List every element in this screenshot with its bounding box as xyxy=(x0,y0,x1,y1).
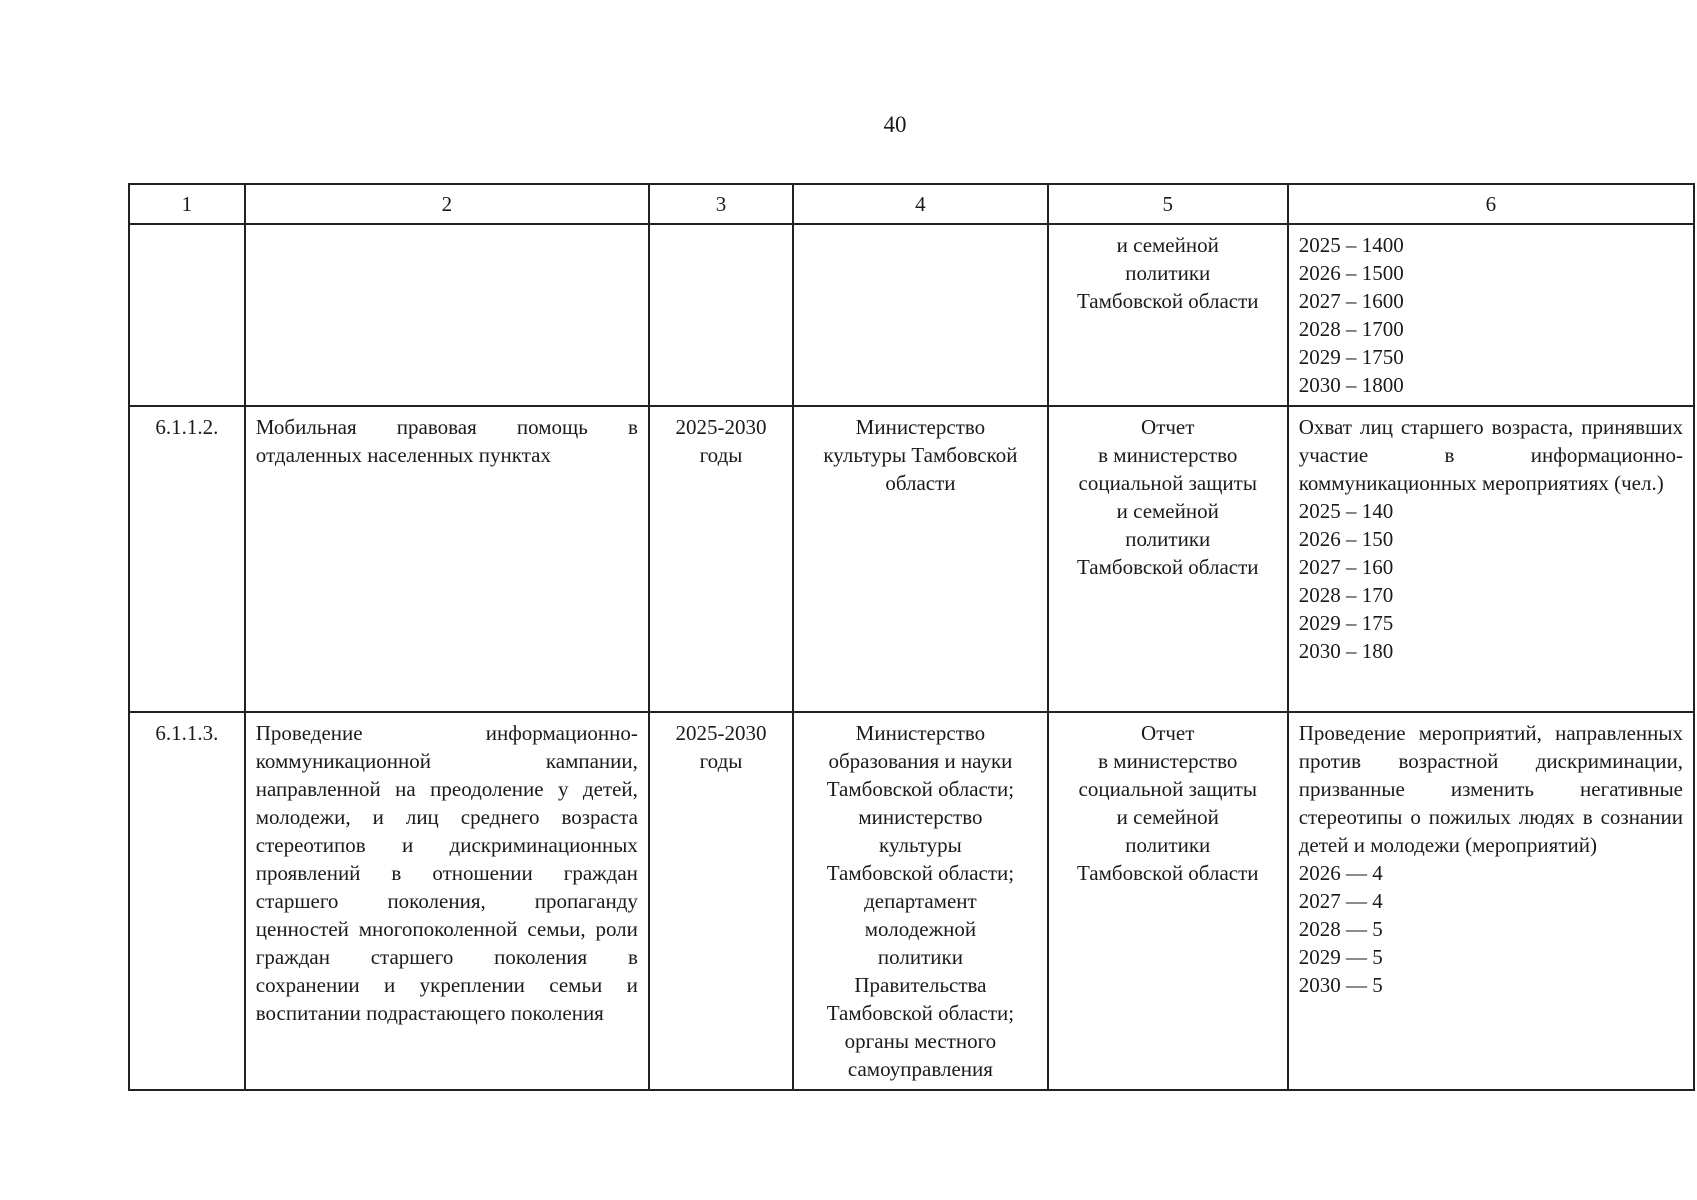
period-line: 2025-2030 xyxy=(675,721,767,745)
indicator-value: 2028 – 1700 xyxy=(1298,317,1404,341)
executor-line: Тамбовской области; xyxy=(826,1001,1015,1025)
activity-cell: Проведение информационно-коммуникационной кампании, направленной на преодоление у детей, молодежи, и лиц среднего возраста стереотипов и дискриминационных проявлений в отношении граждан старшего поколения, пропаганду ценностей многопоколенной семьи, роли граждан старшего поколения в сохранении и укреплении семьи и воспитании подрастающего поколения xyxy=(245,712,649,1090)
indicator-value: 2026 – 1500 xyxy=(1298,261,1404,285)
report-cell xyxy=(1048,712,1288,1090)
indicator-value: 2030 — 5 xyxy=(1298,973,1383,997)
table-row xyxy=(129,224,1694,406)
executor-line: департамент xyxy=(864,889,977,913)
executor-line: Тамбовской области; xyxy=(826,777,1015,801)
period-cell xyxy=(649,406,793,712)
header-cell-2: 2 xyxy=(245,184,649,224)
report-line: Отчет xyxy=(1141,721,1195,745)
indicator-value: 2027 — 4 xyxy=(1298,889,1383,913)
report-line: политики xyxy=(1125,833,1211,857)
report-line: политики xyxy=(1125,527,1211,551)
indicator-cell xyxy=(1288,224,1694,406)
header-cell-1: 1 xyxy=(129,184,245,224)
report-line: в министерство xyxy=(1098,443,1238,467)
header-cell-5: 5 xyxy=(1048,184,1288,224)
executor-line: области xyxy=(885,471,956,495)
indicator-value: 2025 – 140 xyxy=(1298,499,1394,523)
report-line: Тамбовской области xyxy=(1076,555,1259,579)
report-line: в министерство xyxy=(1098,749,1238,773)
indicator-cell xyxy=(1288,406,1694,712)
report-line: и семейной xyxy=(1116,499,1219,523)
executor-line: органы местного xyxy=(844,1029,997,1053)
executor-line: самоуправления xyxy=(847,1057,993,1081)
report-line: социальной защиты xyxy=(1078,777,1257,801)
table-row xyxy=(129,712,1694,1090)
indicator-value: 2029 – 175 xyxy=(1298,611,1394,635)
report-line: и семейной xyxy=(1116,805,1219,829)
report-line: Отчет xyxy=(1141,415,1195,439)
indicator-description: Проведение мероприятий, направленных против возрастной дискриминации, призванные изменить негативные стереотипы о пожилых людях в сознании детей и молодежи (мероприятий) xyxy=(1298,721,1683,857)
executor-line: Тамбовской области; xyxy=(826,861,1015,885)
executor-line: молодежной xyxy=(864,917,977,941)
report-cell xyxy=(1048,224,1288,406)
indicator-value: 2027 – 1600 xyxy=(1298,289,1404,313)
indicator-value: 2027 – 160 xyxy=(1298,555,1394,579)
indicator-value: 2025 – 1400 xyxy=(1298,233,1404,257)
indicator-value: 2029 — 5 xyxy=(1298,945,1383,969)
executor-line: Министерство xyxy=(855,415,986,439)
row-number: 6.1.1.2. xyxy=(129,406,245,712)
row-number: 6.1.1.3. xyxy=(129,712,245,1090)
executor-line: министерство xyxy=(858,805,983,829)
executor-cell xyxy=(793,224,1048,406)
report-cell xyxy=(1048,406,1288,712)
period-cell xyxy=(649,712,793,1090)
activity-cell xyxy=(245,224,649,406)
indicator-value: 2028 — 5 xyxy=(1298,917,1383,941)
indicator-value: 2026 – 150 xyxy=(1298,527,1394,551)
period-line: годы xyxy=(699,443,743,467)
table-header-row xyxy=(129,184,1694,224)
indicator-value: 2030 – 180 xyxy=(1298,639,1394,663)
page-number: 40 xyxy=(883,112,907,137)
executor-line: политики xyxy=(877,945,963,969)
report-line: социальной защиты xyxy=(1078,471,1257,495)
indicator-cell xyxy=(1288,712,1694,1090)
report-line: Тамбовской области xyxy=(1076,861,1259,885)
period-cell xyxy=(649,224,793,406)
indicator-value: 2030 – 1800 xyxy=(1298,373,1404,397)
period-line: 2025-2030 xyxy=(675,415,767,439)
table-row xyxy=(129,406,1694,712)
indicator-description: Охват лиц старшего возраста, принявших участие в информационно-коммуникационных мероприятиях (чел.) xyxy=(1298,415,1683,495)
header-cell-6: 6 xyxy=(1288,184,1694,224)
report-line: и семейной xyxy=(1116,233,1219,257)
indicator-value: 2029 – 1750 xyxy=(1298,345,1404,369)
plan-table xyxy=(128,183,1695,1091)
period-line: годы xyxy=(699,749,743,773)
header-cell-4: 4 xyxy=(793,184,1048,224)
executor-cell xyxy=(793,712,1048,1090)
report-line: Тамбовской области xyxy=(1076,289,1259,313)
executor-line: Правительства xyxy=(854,973,987,997)
indicator-value: 2028 – 170 xyxy=(1298,583,1394,607)
report-line: политики xyxy=(1125,261,1211,285)
executor-line: культуры Тамбовской xyxy=(823,443,1018,467)
row-number xyxy=(129,224,245,406)
activity-cell: Мобильная правовая помощь в отдаленных населенных пунктах xyxy=(245,406,649,712)
indicator-value: 2026 — 4 xyxy=(1298,861,1383,885)
executor-line: Министерство xyxy=(855,721,986,745)
executor-cell xyxy=(793,406,1048,712)
header-cell-3: 3 xyxy=(649,184,793,224)
executor-line: образования и науки xyxy=(828,749,1013,773)
executor-line: культуры xyxy=(879,833,962,857)
